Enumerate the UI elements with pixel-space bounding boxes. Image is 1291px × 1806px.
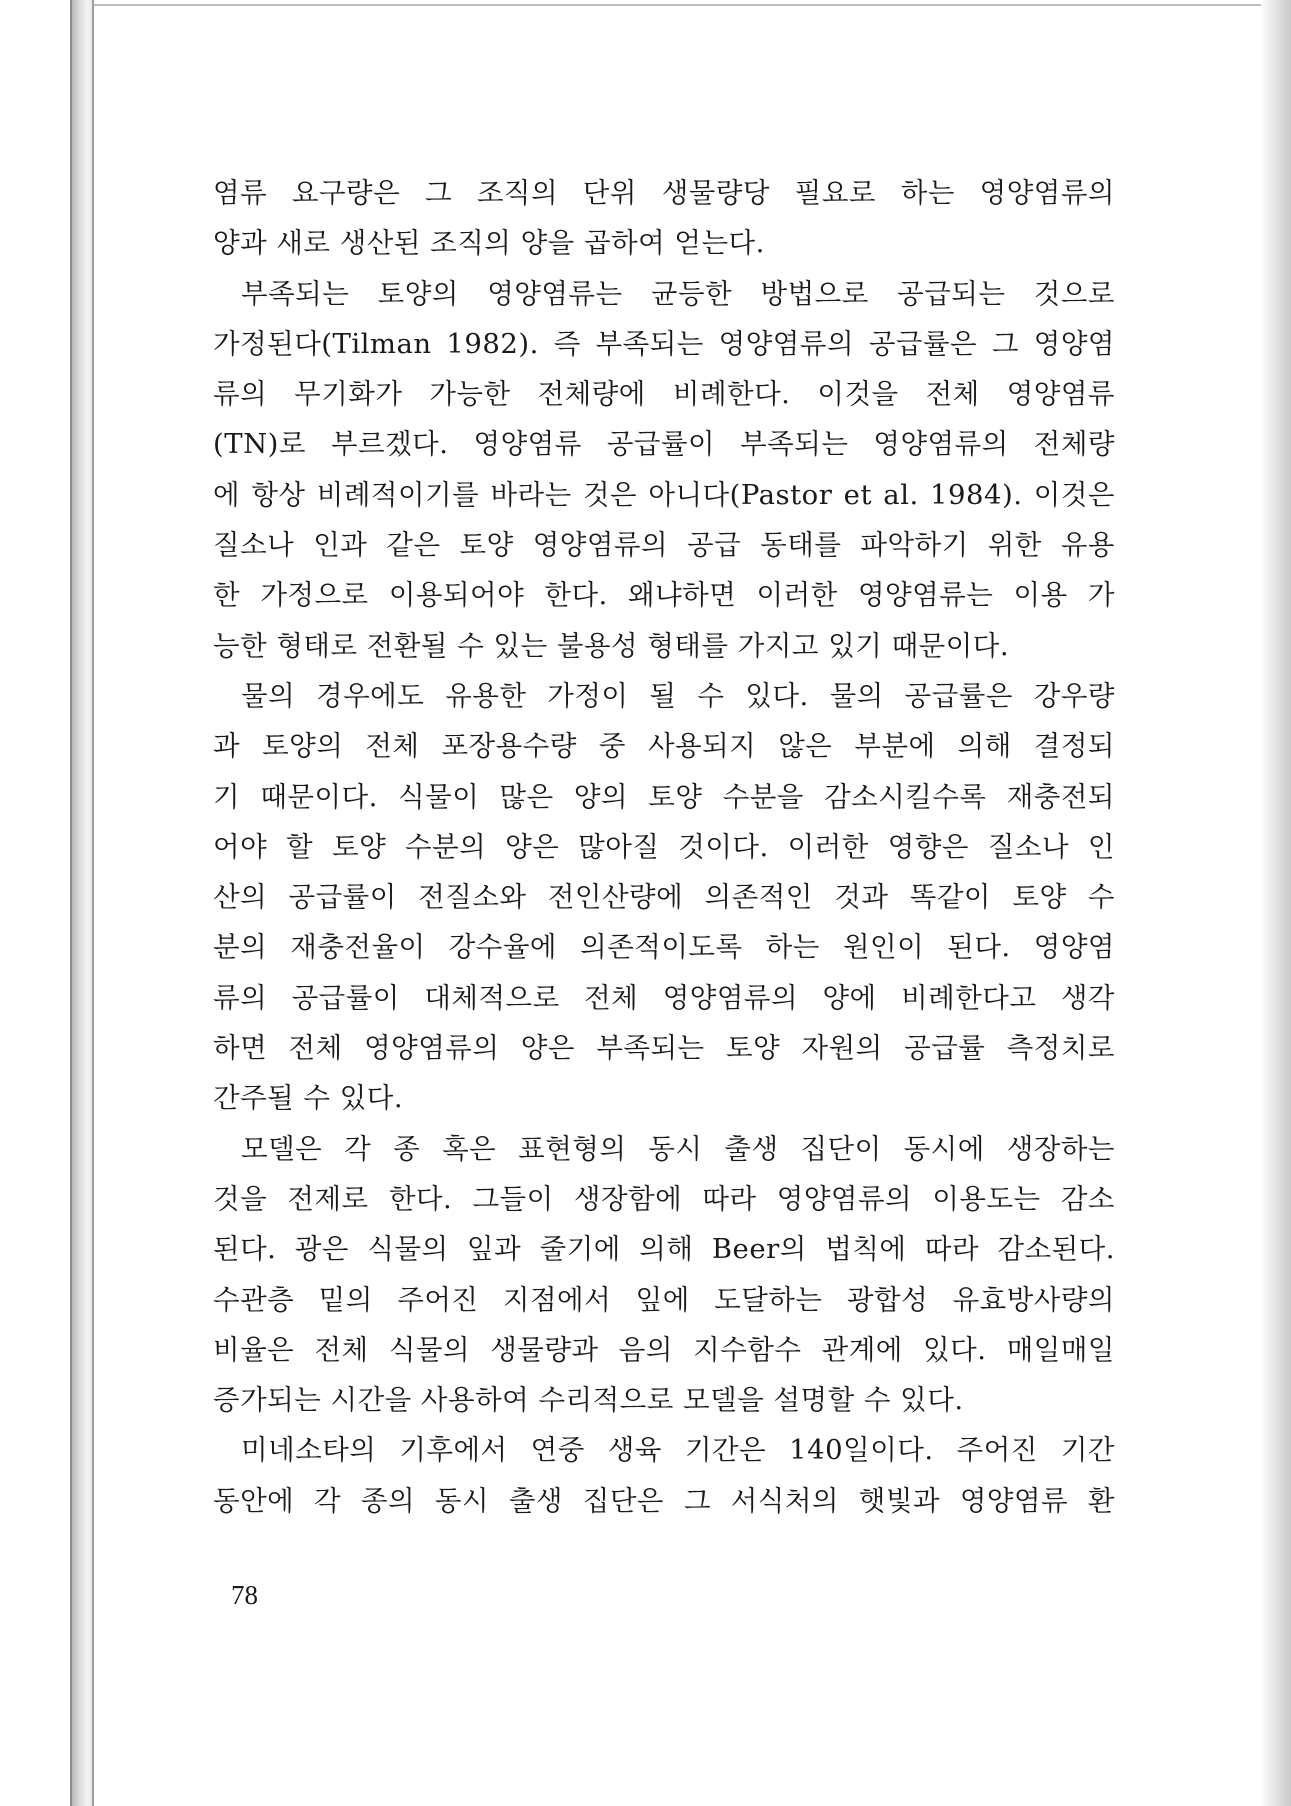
text-line: 에 항상 비례적이기를 바라는 것은 아니다(Pastor et al. 1984). 이것은 <box>213 478 1115 511</box>
page-edge-shadow <box>1261 0 1291 1806</box>
text-line: 한 가정으로 이용되어야 한다. 왜냐하면 이러한 영양염류는 이용 가 <box>213 579 1115 612</box>
text-line: 된다. 광은 식물의 잎과 줄기에 의해 Beer의 법칙에 따라 감소된다. <box>213 1233 1115 1266</box>
text-line: 류의 공급률이 대체적으로 전체 영양염류의 양에 비례한다고 생각 <box>213 981 1115 1014</box>
text-line: 부족되는 토양의 영양염류는 균등한 방법으로 공급되는 것으로 <box>241 277 1115 310</box>
text-line: 류의 무기화가 가능한 전체량에 비례한다. 이것을 전체 영양염류 <box>213 378 1115 411</box>
text-line: 하면 전체 영양염류의 양은 부족되는 토양 자원의 공급률 측정치로 <box>213 1032 1115 1065</box>
page-number: 78 <box>231 1580 258 1610</box>
text-line: 간주될 수 있다. <box>213 1082 404 1115</box>
text-line: 수관층 밑의 주어진 지점에서 잎에 도달하는 광합성 유효방사량의 <box>213 1283 1115 1316</box>
text-line: 미네소타의 기후에서 연중 생육 기간은 140일이다. 주어진 기간 <box>241 1434 1115 1467</box>
text-line: 가정된다(Tilman 1982). 즉 부족되는 영양염류의 공급률은 그 영양염 <box>213 327 1115 360</box>
text-line: 어야 할 토양 수분의 양은 많아질 것이다. 이러한 영향은 질소나 인 <box>213 830 1115 863</box>
text-line: 기 때문이다. 식물이 많은 양의 토양 수분을 감소시킬수록 재충전되 <box>213 780 1115 813</box>
book-spine <box>70 0 94 1806</box>
text-line: 능한 형태로 전환될 수 있는 불용성 형태를 가지고 있기 때문이다. <box>213 629 1010 662</box>
text-line: 질소나 인과 같은 토양 영양염류의 공급 동태를 파악하기 위한 유용 <box>213 529 1115 562</box>
text-line: (TN)로 부르겠다. 영양염류 공급률이 부족되는 영양염류의 전체량 <box>213 428 1115 461</box>
text-line: 모델은 각 종 혹은 표현형의 동시 출생 집단이 동시에 생장하는 <box>241 1132 1115 1165</box>
text-line: 물의 경우에도 유용한 가정이 될 수 있다. 물의 공급률은 강우량 <box>241 679 1115 712</box>
text-line: 비율은 전체 식물의 생물량과 음의 지수함수 관계에 있다. 매일매일 <box>213 1333 1115 1366</box>
body-text <box>213 168 1115 1526</box>
text-line: 분의 재충전율이 강수율에 의존적이도록 하는 원인이 된다. 영양염 <box>213 931 1115 964</box>
text-line: 것을 전제로 한다. 그들이 생장함에 따라 영양염류의 이용도는 감소 <box>213 1182 1115 1215</box>
text-line: 산의 공급률이 전질소와 전인산량에 의존적인 것과 똑같이 토양 수 <box>213 881 1115 914</box>
text-line: 증가되는 시간을 사용하여 수리적으로 모델을 설명할 수 있다. <box>213 1384 964 1417</box>
text-line: 염류 요구량은 그 조직의 단위 생물량당 필요로 하는 영양염류의 <box>213 177 1115 209</box>
text-line: 동안에 각 종의 동시 출생 집단은 그 서식처의 햇빛과 영양염류 환 <box>213 1484 1115 1517</box>
text-line: 양과 새로 생산된 조직의 양을 곱하여 얻는다. <box>213 227 765 260</box>
text-line: 과 토양의 전체 포장용수량 중 사용되지 않은 부분에 의해 결정되 <box>213 730 1115 763</box>
